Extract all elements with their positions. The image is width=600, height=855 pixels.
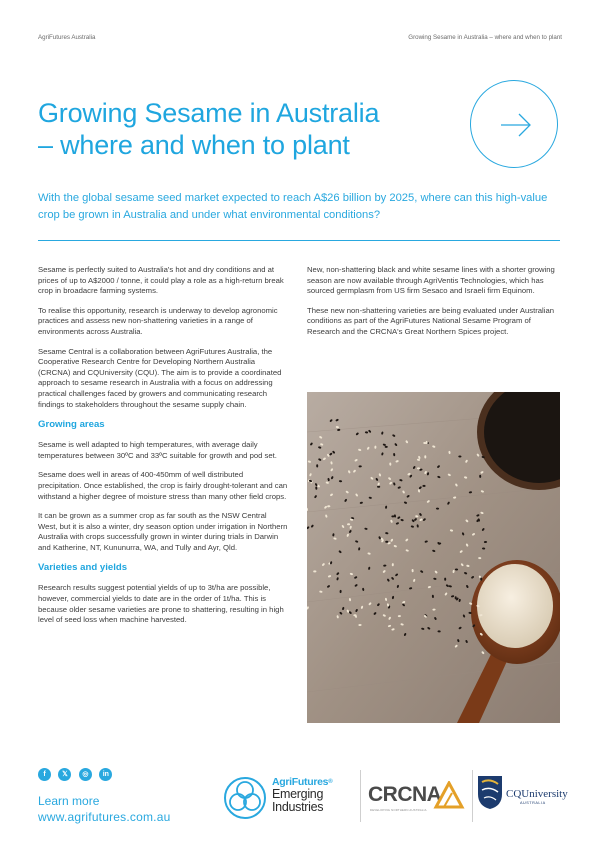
paragraph: Sesame Central is a collaboration between AgriFutures Australia, the Cooperative Research Centre for Developing Northern Australia (CRCNA) and CQUniversity (CQU). The aim is to provide a coordinated approach to sesame research in Australia with a focus on addressing practical challenges faced by growers and communicating research findings to stakeholders throughout the sesame supply chain. bbox=[38, 346, 282, 409]
logo-divider bbox=[360, 770, 361, 822]
page-title bbox=[38, 97, 458, 161]
right-column bbox=[307, 265, 559, 347]
section-divider bbox=[38, 240, 560, 241]
header-publisher: AgriFutures Australia bbox=[38, 34, 96, 41]
paragraph: To realise this opportunity, research is underway to develop agronomic practices and assess new non-shattering varieties in a range of environments across Australia. bbox=[38, 305, 278, 336]
crcna-logo bbox=[368, 780, 466, 816]
heading-varieties-yields: Varieties and yields bbox=[38, 562, 128, 574]
page-header bbox=[38, 34, 562, 46]
linkedin-icon[interactable]: in bbox=[99, 768, 112, 781]
paragraph: Research results suggest potential yields of up to 3t/ha are possible, however, commercial yields to date are in the order of 1t/ha. This is because older sesame varieties are prone to shattering, resulting in high level of seed loss when machine harvested. bbox=[38, 583, 284, 625]
paragraph: New, non-shattering black and white sesame lines with a shorter growing season are now available through AgriVentis Technologies, which has sourced germplasm from US firm Sesaco and Israeli firm Equinom. bbox=[307, 265, 555, 296]
learn-more-label: Learn more bbox=[38, 794, 100, 808]
agrifutures-emblem-icon bbox=[222, 775, 268, 821]
crcna-tagline: DEVELOPING NORTHERN AUSTRALIA bbox=[370, 808, 427, 812]
logo-line-emerging: Emerging bbox=[272, 787, 324, 801]
instagram-icon[interactable]: ◎ bbox=[79, 768, 92, 781]
social-links bbox=[38, 768, 115, 782]
agrifutures-logo bbox=[222, 773, 358, 825]
intro-text: With the global sesame seed market expected to reach A$26 billion by 2025, where can this high-value crop be grown in Australia and under what environmental conditions? bbox=[38, 192, 548, 221]
sesame-seeds-photo bbox=[307, 392, 560, 723]
paragraph: Sesame is well adapted to high temperatures, with average daily temperatures between 30ºC and 33ºC suitable for growth and pod set. bbox=[38, 440, 277, 460]
paragraph: Sesame is perfectly suited to Australia's hot and dry conditions and at prices of up to A$2000 / tonne, it could play a role as a high-return break crop in broadacre farming systems. bbox=[38, 265, 284, 296]
logo-line-industries: Industries bbox=[272, 800, 324, 814]
cquniversity-logo bbox=[476, 770, 568, 820]
arrow-right-icon[interactable] bbox=[470, 80, 558, 168]
cqu-shield-icon bbox=[476, 774, 504, 810]
x-twitter-icon[interactable]: 𝕏 bbox=[58, 768, 71, 781]
title-line-2: – where and when to plant bbox=[38, 130, 350, 160]
crcna-wordmark: CRCNA bbox=[368, 783, 442, 806]
cqu-name: CQUniversity bbox=[506, 788, 568, 800]
cqu-country: AUSTRALIA bbox=[520, 801, 546, 805]
title-line-1: Growing Sesame in Australia bbox=[38, 98, 380, 128]
heading-growing-areas: Growing areas bbox=[38, 419, 105, 431]
agrifutures-brand: AgriFutures bbox=[272, 776, 329, 788]
website-link[interactable]: www.agrifutures.com.au bbox=[38, 810, 171, 824]
facebook-icon[interactable]: f bbox=[38, 768, 51, 781]
registered-mark: ® bbox=[328, 779, 333, 785]
paragraph: It can be grown as a summer crop as far south as the NSW Central West, but it is also a winter, dry season option under irrigation in Northern Australia with crops successfully grown in winter during trials in Darwin and Katherine, NT, Kununurra, WA, and Tully and Ayr, Qld. bbox=[38, 511, 288, 552]
crcna-triangle-icon bbox=[432, 781, 466, 809]
header-doc-title: Growing Sesame in Australia – where and when to plant bbox=[408, 34, 562, 41]
paragraph: Sesame does well in areas of 400-450mm of well distributed precipitation. Once established, the crop is fairly drought-tolerant and can withstand a higher degree of moisture stress than many other field crops. bbox=[38, 470, 288, 501]
paragraph: These new non-shattering varieties are being evaluated under Australian conditions as part of the AgriFutures National Sesame Program of Research and the CRCNA's Great Northern Spices project. bbox=[307, 305, 555, 336]
logo-divider bbox=[472, 770, 473, 822]
left-column bbox=[38, 265, 288, 635]
